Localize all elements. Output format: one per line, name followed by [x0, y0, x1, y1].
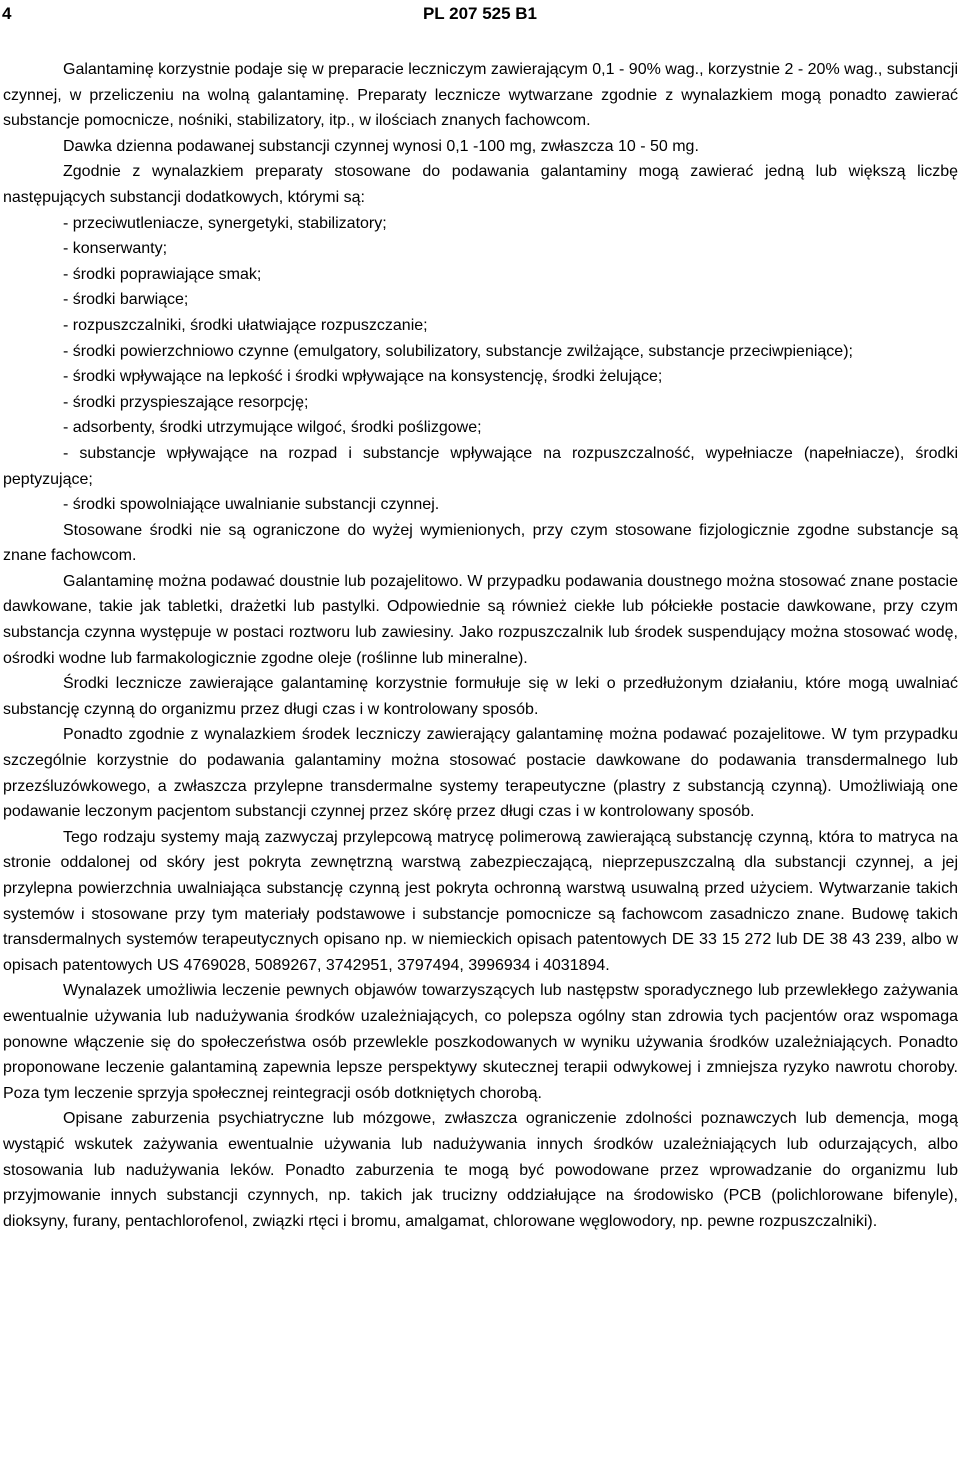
- paragraph-agents-not-limited: Stosowane środki nie są ograniczone do wyżej wymienionych, przy czym stosowane fizjologicznie zgodne substancje są znane fachowcom.: [3, 521, 958, 565]
- page-number: 4: [2, 4, 12, 23]
- paragraph-oral-parenteral: Galantaminę można podawać doustnie lub pozajelitowo. W przypadku podawania doustnego można stosować znane postacie dawkowane, takie jak tabletki, drażetki lub pastylki. Odpowiednie są również ciekłe lub półciekłe postacie dawkowane, przy czym substancja czynna występuje w postaci roztworu lub zawiesiny. Jako rozpuszczalnik lub środek suspendujący można stosować wodę, ośrodki wodne lub farmakologicznie zgodne oleje (roślinne lub mineralne).: [3, 572, 958, 667]
- paragraph-treatment-benefits: Wynalazek umożliwia leczenie pewnych objawów towarzyszących lub następstw sporadycznego lub przewlekłego zażywania ewentualnie używania lub nadużywania środków uzależniających, co polepsza ogólny stan zdrowia tych pacjentów oraz wspomaga ponowne włączenie się do społeczeństwa osób przewlekle poszkodowanych w wyniku używania środków uzależniających. Ponadto proponowane leczenie galantaminą zapewnia lepsze perspektywy skutecznej terapii odwykowej i zmniejsza ryzyko nawrotu choroby. Poza tym leczenie sprzyja społecznej reintegracji osób dotkniętych chorobą.: [3, 982, 958, 1102]
- list-item: - środki wpływające na lepkość i środki wpływające na konsystencję, środki żelujące;: [63, 368, 663, 386]
- paragraph-additives-intro: Zgodnie z wynalazkiem preparaty stosowane do podawania galantaminy mogą zawierać jedną lub większą liczbę następujących substancji dodatkowych, którymi są:: [3, 163, 958, 206]
- list-item: - konserwanty;: [63, 240, 168, 258]
- paragraph-disorders: Opisane zaburzenia psychiatryczne lub mózgowe, zwłaszcza ograniczenie zdolności poznawczych lub demencja, mogą wystąpić wskutek zażywania ewentualnie używania lub nadużywania innych środków uzależniających lub odurzających, albo stosowania lub nadużywania leków. Ponadto zaburzenia te mogą być powodowane przez wprowadzanie do organizmu lub przyjmowanie innych substancji czynnych, np. takich jak trucizny oddziałujące na środowisko (PCB (polichlorowane bifenyle), dioksyny, furany, pentachlorofenol, związki rtęci i bromu, amalgamat, chlorowane węglowodory, np. pewne rozpuszczalniki).: [3, 1110, 958, 1230]
- paragraph-dosage-composition: Galantaminę korzystnie podaje się w preparacie leczniczym zawierającym 0,1 - 90% wag., korzystnie 2 - 20% wag., substancji czynnej, w przeliczeniu na wolną galantaminę. Preparaty lecznicze wytwarzane zgodnie z wynalazkiem mogą ponadto zawierać substancje pomocnicze, nośniki, stabilizatory, itp., w ilościach znanych fachowcom.: [3, 61, 958, 130]
- paragraph-systems-matrix: Tego rodzaju systemy mają zazwyczaj przylepcową matrycę polimerową zawierającą substancję czynną, która to matryca na stronie oddalonej od skóry jest pokryta zewnętrzną warstwą zabezpieczającą, nieprzepuszczalną dla substancji czynnej, a jej przylepna powierzchnia uwalniająca substancję czynną jest pokryta ochronną warstwą usuwalną przed użyciem. Wytwarzanie takich systemów i stosowane przy tym materiały podstawowe i substancje pomocnicze są fachowcom zasadniczo znane. Budowę takich transdermalnych systemów terapeutycznych opisano np. w niemieckich opisach patentowych DE 33 15 272 lub DE 38 43 239, albo w opisach patentowych US 4769028, 5089267, 3742951, 3797494, 3996934 i 4031894.: [3, 828, 958, 974]
- paragraph-transdermal: Ponadto zgodnie z wynalazkiem środek leczniczy zawierający galantaminę można podawać pozajelitowe. W tym przypadku szczególnie korzystnie do podawania galantaminy można stosować postacie dawkowane do podawania transdermalnego lub przezśluzówkowego, a zwłaszcza przylepne transdermalne systemy terapeutyczne (plastry z substancją czynną). Umożliwiają one podawanie leczonym pacjentom substancji czynnej przez skórę przez długi czas i w kontrolowany sposób.: [3, 726, 958, 821]
- page-header: [0, 0, 960, 30]
- list-item: - przeciwutleniacze, synergetyki, stabilizatory;: [63, 214, 387, 232]
- list-item: - rozpuszczalniki, środki ułatwiające rozpuszczanie;: [63, 316, 428, 334]
- patent-number: PL 207 525 B1: [422, 4, 538, 23]
- list-item: - substancje wpływające na rozpad i substancje wpływające na rozpuszczalność, wypełniacze (napełniacze), środki peptyzujące;: [3, 444, 958, 488]
- list-item: - środki spowolniające uwalnianie substancji czynnej.: [63, 496, 440, 514]
- list-item: - środki powierzchniowo czynne (emulgatory, solubilizatory, substancje zwilżające, substancje przeciwpieniące);: [63, 342, 853, 360]
- paragraph-prolonged-release: Środki lecznicze zawierające galantaminę korzystnie formułuje się w leki o przedłużonym działaniu, które mogą uwalniać substancję czynną do organizmu przez długi czas i w kontrolowany sposób.: [3, 675, 958, 718]
- list-item: - adsorbenty, środki utrzymujące wilgoć, środki poślizgowe;: [63, 419, 482, 437]
- list-item: - środki barwiące;: [63, 291, 189, 309]
- list-item: - środki poprawiające smak;: [63, 265, 262, 283]
- document-body: [3, 57, 958, 1234]
- paragraph-daily-dose: Dawka dzienna podawanej substancji czynnej wynosi 0,1 -100 mg, zwłaszcza 10 - 50 mg.: [63, 137, 699, 155]
- list-item: - środki przyspieszające resorpcję;: [63, 393, 309, 411]
